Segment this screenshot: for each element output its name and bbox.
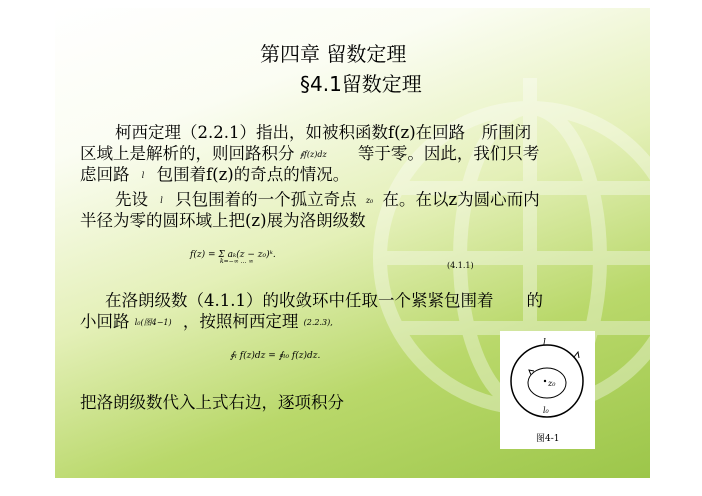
para1-line1: 柯西定理（2.2.1）指出，如被积函数f(z)在回路 所围闭 xyxy=(115,123,532,142)
section-title: §4.1留数定理 xyxy=(300,72,422,96)
cauchy-formula: ∮ₗ f(z)dz = ∮ₗ₀ f(z)dz. xyxy=(230,351,321,361)
figure-caption: 图4-1 xyxy=(536,434,560,444)
contour-diagram xyxy=(500,331,595,431)
para3-line2: 小回路 l₀(图4−1) ，按照柯西定理 (2.2.3), xyxy=(80,312,333,331)
label-z0: z₀ xyxy=(548,379,556,388)
figure-4-1 xyxy=(500,331,595,449)
slide xyxy=(55,8,650,478)
laurent-series-formula: f(z) = Σ aₖ(z − z₀)ᵏ. k=−∞ … ∞ xyxy=(190,250,276,265)
para4: 把洛朗级数代入上式右边，逐项积分 xyxy=(80,393,344,412)
equation-number: (4.1.1) xyxy=(447,261,474,270)
para1-line2: 区域上是解析的，则回路积分 ∮f(z)dz 等于零。因此，我们只考 xyxy=(80,144,540,163)
para3-line1: 在洛朗级数（4.1.1）的收敛环中任取一个紧紧包围着 的 xyxy=(105,291,543,310)
label-l: l xyxy=(543,338,546,348)
para2-line2: 半径为零的圆环域上把(z)展为洛朗级数 xyxy=(80,211,366,230)
chapter-title: 第四章 留数定理 xyxy=(260,42,407,66)
label-l0: l₀ xyxy=(543,406,549,415)
contour-integral: ∮f(z)dz xyxy=(299,150,327,159)
para2-line1: 先设 l 只包围着的一个孤立奇点 z₀ 在。在以z为圆心而内 xyxy=(115,190,540,209)
para1-line3: 虑回路 l 包围着f(z)的奇点的情况。 xyxy=(80,165,350,184)
